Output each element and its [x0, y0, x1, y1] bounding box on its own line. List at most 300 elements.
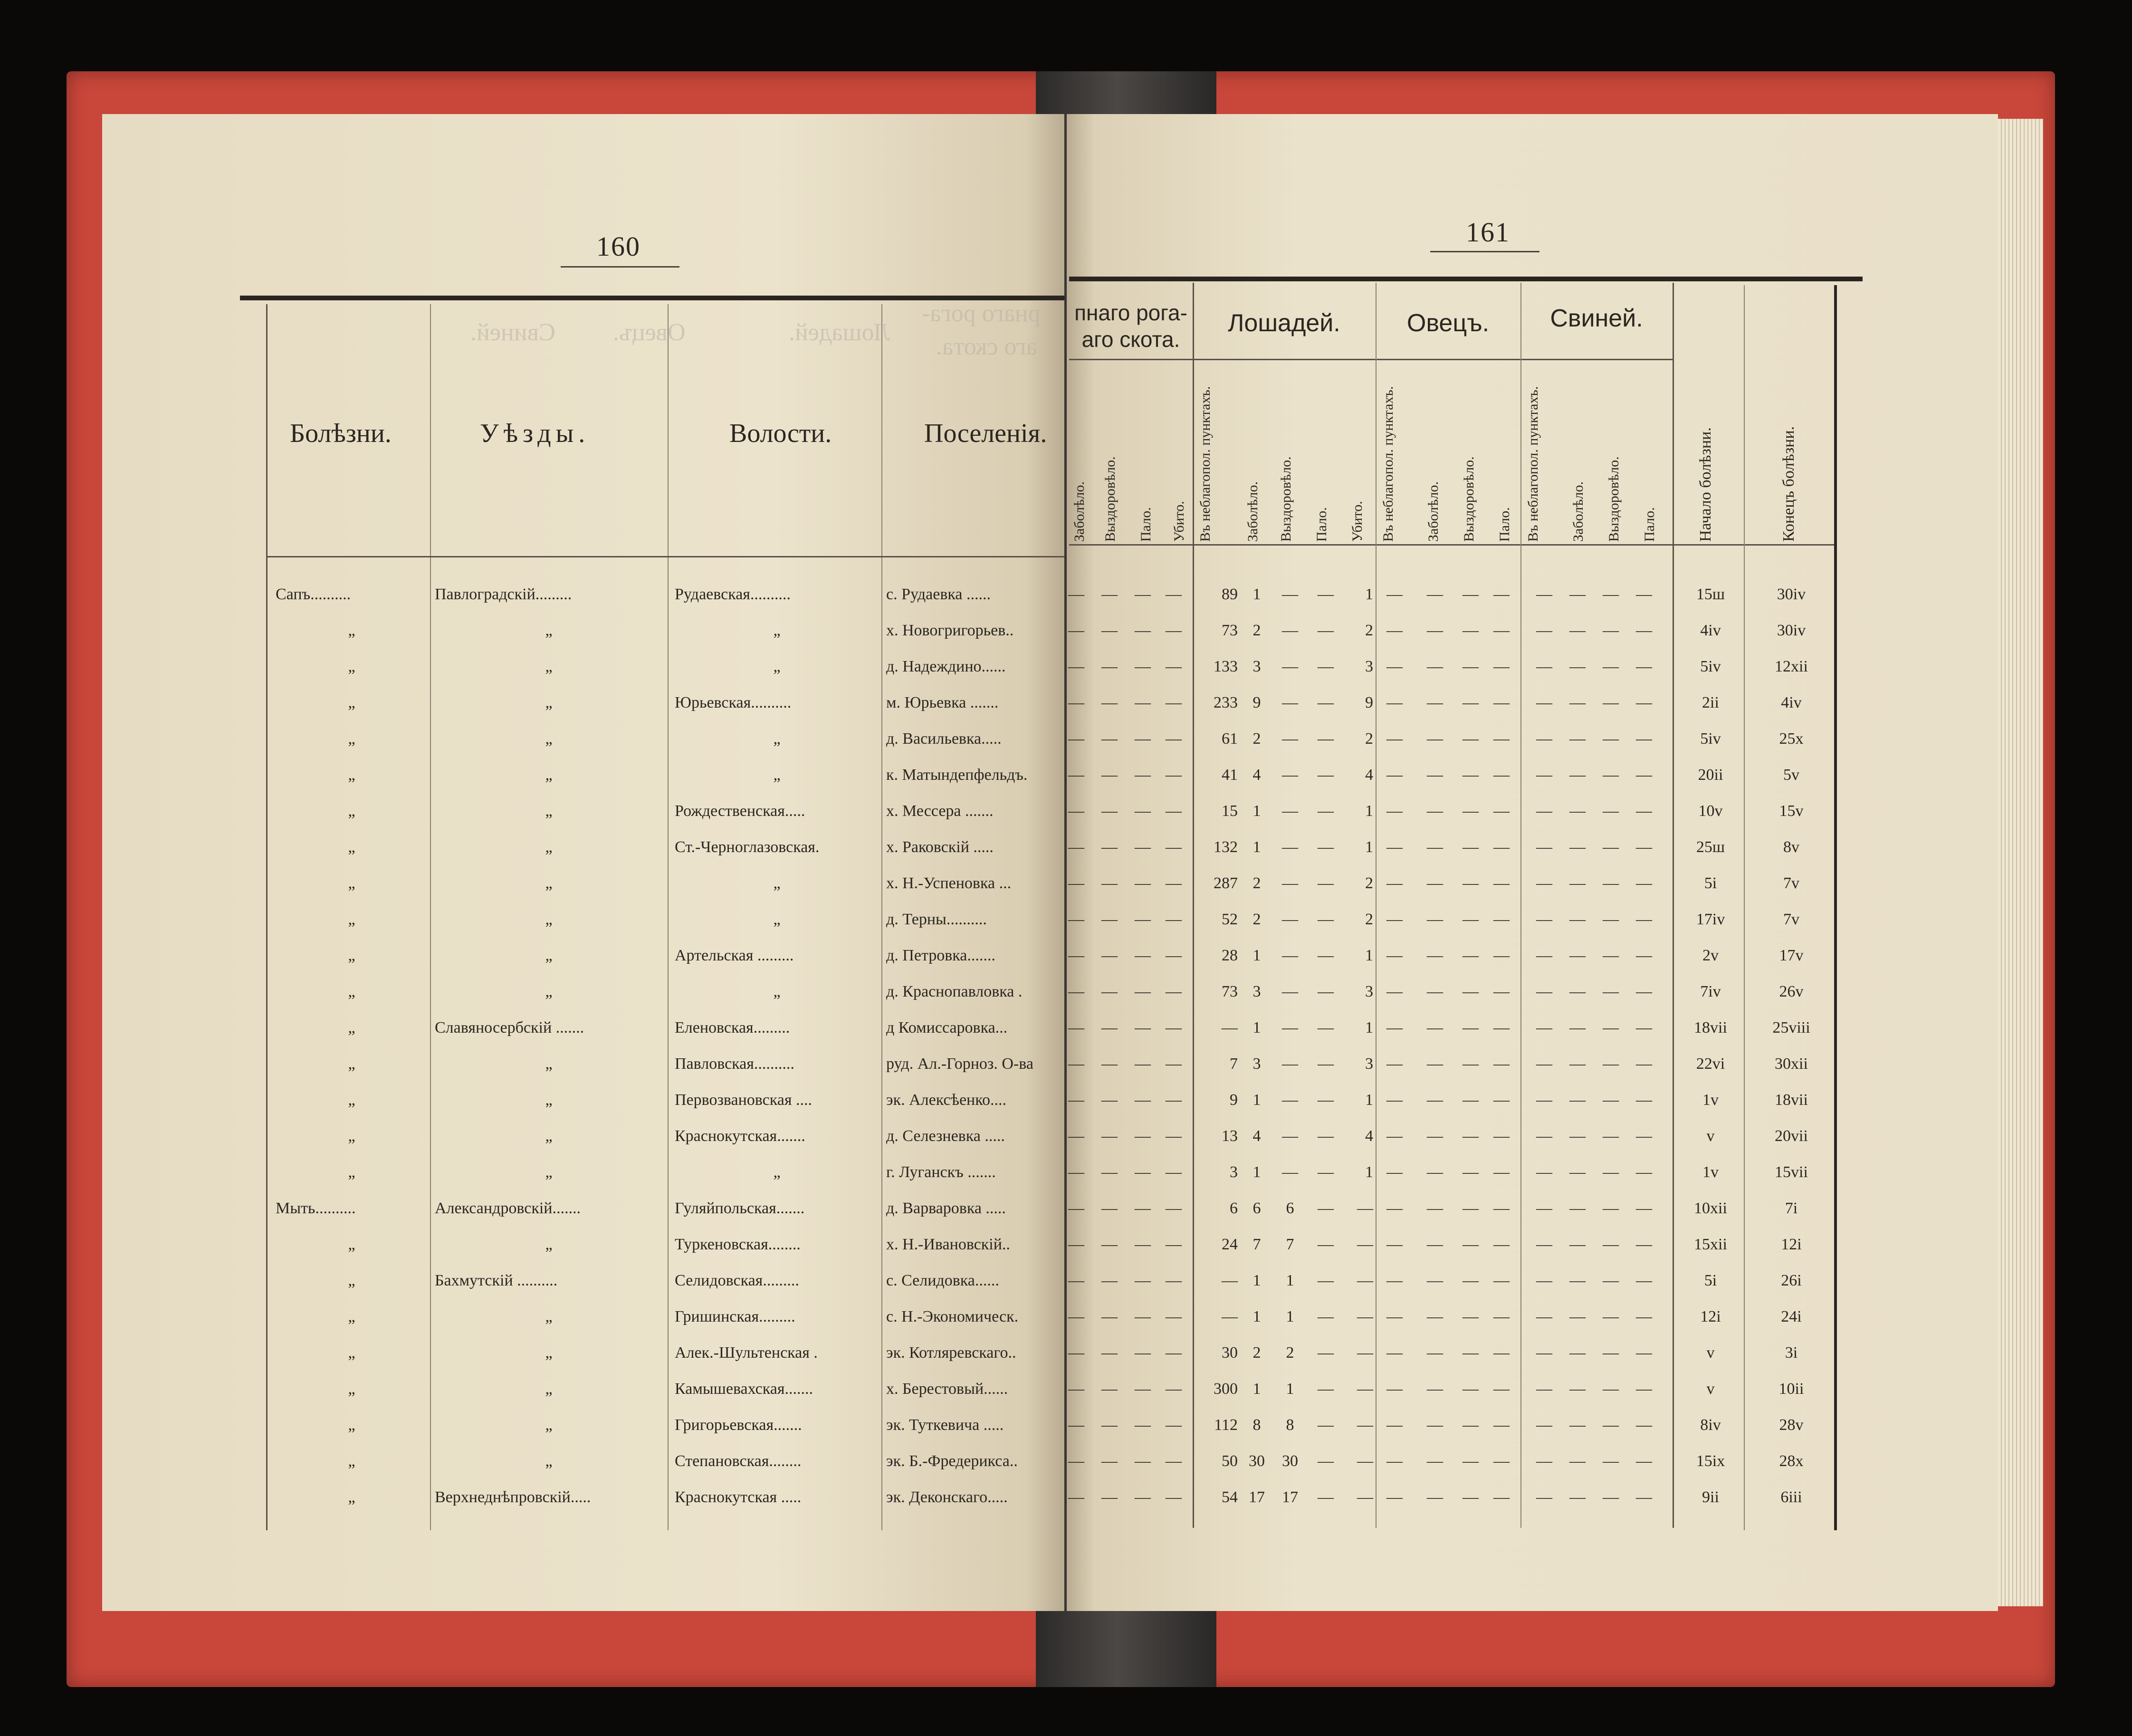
cell-horses-in-points: 41 — [1222, 766, 1238, 784]
cell-horses-died: — — [1318, 1163, 1334, 1181]
cell-pigs-1: — — [1536, 658, 1552, 675]
cell-cattle-3: — — [1135, 766, 1151, 784]
cell-sheep-1: — — [1386, 1272, 1403, 1289]
cell-cattle-2: — — [1101, 1452, 1118, 1470]
cell-horses-in-points: 9 — [1230, 1091, 1238, 1109]
cell-cattle-4: — — [1166, 838, 1182, 856]
cell-disease: „ — [348, 1452, 355, 1470]
cell-horses-died: — — [1318, 1416, 1334, 1434]
cell-start: 12i — [1700, 1308, 1721, 1325]
cell-pigs-2: — — [1569, 1308, 1586, 1325]
cell-pigs-3: — — [1603, 1344, 1619, 1362]
col-sheep-in-points: Въ неблагопол. пунктахъ. — [1380, 386, 1396, 542]
col-divider-volost — [668, 304, 669, 1530]
cell-settlement: д Комиссаровка... — [886, 1019, 1008, 1036]
cell-end: 3i — [1785, 1344, 1798, 1362]
cell-disease: „ — [348, 658, 355, 675]
cell-pigs-2: — — [1569, 585, 1586, 603]
cell-horses-sick: 6 — [1252, 1199, 1261, 1217]
cell-horses-died: — — [1318, 947, 1334, 964]
col-end-of-disease: Конецъ болѣзни. — [1780, 426, 1797, 542]
cell-end: 30iv — [1777, 585, 1806, 603]
cell-cattle-4: — — [1166, 1344, 1182, 1362]
cell-horses-recovered: 1 — [1286, 1308, 1294, 1325]
cell-sheep-3: — — [1463, 766, 1479, 784]
cell-sheep-1: — — [1386, 947, 1403, 964]
cell-cattle-4: — — [1166, 1272, 1182, 1289]
cell-horses-in-points: 300 — [1214, 1380, 1238, 1398]
cell-horses-in-points: 13 — [1222, 1127, 1238, 1145]
cell-horses-killed: 2 — [1365, 622, 1373, 639]
cell-sheep-4: — — [1493, 730, 1510, 748]
cell-settlement: д. Васильевка..... — [886, 730, 1002, 748]
cell-disease: „ — [348, 1019, 355, 1036]
cell-sheep-2: — — [1427, 1127, 1443, 1145]
cell-sheep-2: — — [1427, 1199, 1443, 1217]
cell-cattle-2: — — [1101, 838, 1118, 856]
cell-sheep-1: — — [1386, 911, 1403, 928]
cell-horses-recovered: 17 — [1282, 1488, 1298, 1506]
cell-horses-recovered: — — [1282, 874, 1298, 892]
cell-horses-in-points: 30 — [1222, 1344, 1238, 1362]
cell-sheep-3: — — [1463, 1127, 1479, 1145]
cell-uezd: „ — [545, 1380, 553, 1398]
cell-settlement: м. Юрьевка ....... — [886, 694, 999, 711]
cell-horses-in-points: 233 — [1214, 694, 1238, 711]
cell-pigs-3: — — [1603, 1488, 1619, 1506]
cell-pigs-2: — — [1569, 911, 1586, 928]
cell-horses-recovered: 30 — [1282, 1452, 1298, 1470]
cell-volost: Туркеновская........ — [675, 1236, 801, 1253]
cell-sheep-4: — — [1493, 1416, 1510, 1434]
cell-disease: „ — [348, 1488, 355, 1506]
cell-cattle-4: — — [1166, 1416, 1182, 1434]
cell-horses-died: — — [1318, 1019, 1334, 1036]
cell-pigs-4: — — [1636, 1199, 1652, 1217]
cell-pigs-4: — — [1636, 1163, 1652, 1181]
cell-pigs-4: — — [1636, 694, 1652, 711]
cell-uezd: Славяносербскій ....... — [435, 1019, 584, 1036]
cell-pigs-1: — — [1536, 802, 1552, 820]
cell-volost: Гуляйпольская....... — [675, 1199, 805, 1217]
col-sheep-recovered: Выздоровѣло. — [1461, 456, 1477, 542]
cell-horses-sick: 1 — [1252, 1091, 1261, 1109]
cell-settlement: эк. Туткевича ..... — [886, 1416, 1004, 1434]
cell-horses-in-points: 54 — [1222, 1488, 1238, 1506]
cell-settlement: с. Н.-Экономическ. — [886, 1308, 1019, 1325]
cell-sheep-3: — — [1463, 947, 1479, 964]
cell-horses-recovered: — — [1282, 1127, 1298, 1145]
left-table-border — [266, 304, 268, 1530]
cell-pigs-1: — — [1536, 730, 1552, 748]
cell-sheep-1: — — [1386, 766, 1403, 784]
cell-horses-died: — — [1318, 622, 1334, 639]
cell-sheep-1: — — [1386, 694, 1403, 711]
cell-horses-died: — — [1318, 585, 1334, 603]
cell-sheep-3: — — [1463, 1344, 1479, 1362]
cell-start: 2ii — [1702, 694, 1719, 711]
cell-sheep-2: — — [1427, 1380, 1443, 1398]
cell-pigs-3: — — [1603, 838, 1619, 856]
cell-horses-killed: 1 — [1365, 947, 1373, 964]
cell-start: 8iv — [1700, 1416, 1721, 1434]
cell-end: 25x — [1779, 730, 1804, 748]
cell-cattle-3: — — [1135, 694, 1151, 711]
cell-start: 20ii — [1698, 766, 1723, 784]
cell-horses-recovered: 6 — [1286, 1199, 1294, 1217]
cell-settlement: х. Н.-Успеновка ... — [886, 874, 1012, 892]
cell-horses-killed: 1 — [1365, 1163, 1373, 1181]
cell-horses-sick: 2 — [1252, 1344, 1261, 1362]
cell-pigs-4: — — [1636, 983, 1652, 1000]
cell-cattle-1: — — [1068, 1272, 1084, 1289]
cell-cattle-1: — — [1068, 1019, 1084, 1036]
right-header-rule — [1069, 544, 1834, 546]
ghost-text-cattle-1: рнаго рога- — [922, 300, 1041, 327]
cell-sheep-2: — — [1427, 1091, 1443, 1109]
cell-cattle-4: — — [1166, 983, 1182, 1000]
cell-cattle-2: — — [1101, 1055, 1118, 1073]
cell-cattle-3: — — [1135, 983, 1151, 1000]
cell-cattle-1: — — [1068, 1380, 1084, 1398]
cell-pigs-2: — — [1569, 1163, 1586, 1181]
cell-cattle-4: — — [1166, 1199, 1182, 1217]
cell-pigs-1: — — [1536, 1236, 1552, 1253]
cell-volost: „ — [773, 1163, 781, 1181]
cell-start: 15xii — [1694, 1236, 1727, 1253]
cell-settlement: д. Краснопавловка . — [886, 983, 1023, 1000]
cell-sheep-2: — — [1427, 874, 1443, 892]
cell-sheep-4: — — [1493, 1199, 1510, 1217]
col-pigs-in-points: Въ неблагопол. пунктахъ. — [1525, 386, 1541, 542]
cell-start: 1v — [1702, 1163, 1719, 1181]
right-col-divider-1 — [1193, 283, 1194, 1528]
cell-pigs-2: — — [1569, 1091, 1586, 1109]
cell-pigs-3: — — [1603, 585, 1619, 603]
cell-uezd: „ — [545, 1236, 553, 1253]
cell-pigs-3: — — [1603, 983, 1619, 1000]
cell-disease: Сапъ.......... — [276, 585, 351, 603]
cell-cattle-4: — — [1166, 766, 1182, 784]
cell-sheep-1: — — [1386, 622, 1403, 639]
cell-sheep-1: — — [1386, 1236, 1403, 1253]
cell-horses-in-points: 7 — [1230, 1055, 1238, 1073]
cell-pigs-1: — — [1536, 694, 1552, 711]
col-divider-uezd — [430, 304, 431, 1530]
cell-horses-sick: 1 — [1252, 1308, 1261, 1325]
cell-pigs-4: — — [1636, 1091, 1652, 1109]
cell-horses-died: — — [1318, 658, 1334, 675]
cell-volost: Рождественская..... — [675, 802, 805, 820]
cell-cattle-1: — — [1068, 1199, 1084, 1217]
cell-cattle-1: — — [1068, 874, 1084, 892]
cell-pigs-2: — — [1569, 1416, 1586, 1434]
cell-disease: „ — [348, 694, 355, 711]
cell-volost: „ — [773, 658, 781, 675]
cell-pigs-4: — — [1636, 766, 1652, 784]
cell-end: 7i — [1785, 1199, 1798, 1217]
cell-end: 24i — [1781, 1308, 1802, 1325]
cell-sheep-2: — — [1427, 766, 1443, 784]
cell-pigs-3: — — [1603, 1199, 1619, 1217]
cell-end: 7v — [1783, 874, 1799, 892]
cell-pigs-1: — — [1536, 1127, 1552, 1145]
cell-pigs-1: — — [1536, 1199, 1552, 1217]
cell-start: 2v — [1702, 947, 1719, 964]
cell-cattle-1: — — [1068, 947, 1084, 964]
cell-cattle-4: — — [1166, 730, 1182, 748]
cell-end: 30iv — [1777, 622, 1806, 639]
group-divider-sheep — [1376, 283, 1377, 1528]
cell-horses-recovered: — — [1282, 622, 1298, 639]
cell-cattle-3: — — [1135, 1236, 1151, 1253]
cell-uezd: „ — [545, 983, 553, 1000]
cell-sheep-4: — — [1493, 1091, 1510, 1109]
cell-cattle-3: — — [1135, 874, 1151, 892]
cell-uezd: Бахмутскій .......... — [435, 1272, 558, 1289]
cell-cattle-3: — — [1135, 802, 1151, 820]
cell-settlement: с. Рудаевка ...... — [886, 585, 991, 603]
cell-start: 7iv — [1700, 983, 1721, 1000]
cell-pigs-2: — — [1569, 802, 1586, 820]
cell-settlement: руд. Ал.-Горноз. О-ва — [886, 1055, 1033, 1073]
cell-cattle-3: — — [1135, 911, 1151, 928]
cell-cattle-2: — — [1101, 1127, 1118, 1145]
right-page-number: 161 — [1466, 217, 1510, 248]
col-cattle-killed: Убито. — [1171, 501, 1187, 542]
cell-sheep-3: — — [1463, 730, 1479, 748]
cell-pigs-4: — — [1636, 1019, 1652, 1036]
cell-pigs-1: — — [1536, 1272, 1552, 1289]
cell-volost: Краснокутская....... — [675, 1127, 805, 1145]
cell-cattle-1: — — [1068, 1344, 1084, 1362]
cell-start: 25ш — [1696, 838, 1725, 856]
cell-cattle-3: — — [1135, 947, 1151, 964]
cell-uezd: Верхнеднѣпровскій..... — [435, 1488, 591, 1506]
cell-start: 15ix — [1696, 1452, 1725, 1470]
cell-horses-recovered: — — [1282, 838, 1298, 856]
cell-pigs-3: — — [1603, 802, 1619, 820]
left-page-number-rule — [561, 266, 679, 268]
cell-horses-sick: 2 — [1252, 874, 1261, 892]
cell-sheep-2: — — [1427, 1055, 1443, 1073]
cell-cattle-1: — — [1068, 694, 1084, 711]
cell-pigs-4: — — [1636, 1127, 1652, 1145]
right-col-divider-2 — [1673, 283, 1674, 1528]
cell-start: 4iv — [1700, 622, 1721, 639]
cell-horses-in-points: — — [1222, 1272, 1238, 1289]
cell-disease: „ — [348, 1380, 355, 1398]
cell-cattle-1: — — [1068, 1236, 1084, 1253]
cell-uezd: „ — [545, 1091, 553, 1109]
cell-horses-in-points: 28 — [1222, 947, 1238, 964]
cell-sheep-2: — — [1427, 838, 1443, 856]
cell-sheep-2: — — [1427, 911, 1443, 928]
cell-cattle-4: — — [1166, 1380, 1182, 1398]
cell-cattle-2: — — [1101, 1416, 1118, 1434]
cell-cattle-2: — — [1101, 947, 1118, 964]
cell-horses-killed: 1 — [1365, 1091, 1373, 1109]
cell-pigs-2: — — [1569, 1019, 1586, 1036]
cell-sheep-1: — — [1386, 802, 1403, 820]
cell-cattle-2: — — [1101, 622, 1118, 639]
cell-pigs-4: — — [1636, 658, 1652, 675]
cell-disease: „ — [348, 622, 355, 639]
cell-sheep-4: — — [1493, 1055, 1510, 1073]
cell-cattle-1: — — [1068, 838, 1084, 856]
cell-start: 5i — [1704, 874, 1717, 892]
cell-start: 9ii — [1702, 1488, 1719, 1506]
cell-horses-sick: 30 — [1249, 1452, 1265, 1470]
cell-volost: Рудаевская.......... — [675, 585, 791, 603]
cell-pigs-4: — — [1636, 1416, 1652, 1434]
cell-horses-in-points: 287 — [1214, 874, 1238, 892]
cell-cattle-4: — — [1166, 911, 1182, 928]
group-cattle-line2: аго скота. — [1081, 327, 1180, 352]
cell-sheep-1: — — [1386, 585, 1403, 603]
cell-start: v — [1706, 1380, 1715, 1398]
cell-cattle-3: — — [1135, 1127, 1151, 1145]
cell-horses-recovered: — — [1282, 730, 1298, 748]
cell-horses-sick: 1 — [1252, 1380, 1261, 1398]
col-divider-settlement — [881, 304, 882, 1530]
cell-cattle-3: — — [1135, 1199, 1151, 1217]
cell-horses-killed: 1 — [1365, 1019, 1373, 1036]
cell-settlement: х. Берестовый...... — [886, 1380, 1008, 1398]
cell-horses-sick: 7 — [1252, 1236, 1261, 1253]
cell-uezd: „ — [545, 838, 553, 856]
cell-volost: „ — [773, 730, 781, 748]
cell-uezd: „ — [545, 658, 553, 675]
cell-cattle-2: — — [1101, 911, 1118, 928]
cell-pigs-1: — — [1536, 1344, 1552, 1362]
cell-sheep-1: — — [1386, 1019, 1403, 1036]
cell-pigs-3: — — [1603, 694, 1619, 711]
cell-cattle-1: — — [1068, 1091, 1084, 1109]
cell-disease: „ — [348, 730, 355, 748]
cell-horses-sick: 4 — [1252, 766, 1261, 784]
cell-sheep-4: — — [1493, 911, 1510, 928]
cell-pigs-4: — — [1636, 730, 1652, 748]
group-divider-pigs — [1520, 283, 1521, 1528]
cell-start: v — [1706, 1127, 1715, 1145]
left-header-rule — [266, 556, 1064, 557]
group-cattle-line1: пнаго рога- — [1074, 300, 1187, 325]
cell-settlement: д. Петровка....... — [886, 947, 995, 964]
cell-sheep-3: — — [1463, 1019, 1479, 1036]
cell-horses-sick: 1 — [1252, 947, 1261, 964]
cell-horses-sick: 2 — [1252, 730, 1261, 748]
cell-settlement: х. Н.-Ивановскій.. — [886, 1236, 1010, 1253]
header-uezd: Уѣзды. — [480, 419, 590, 448]
cell-sheep-3: — — [1463, 802, 1479, 820]
cell-sheep-2: — — [1427, 983, 1443, 1000]
cell-sheep-4: — — [1493, 874, 1510, 892]
cell-horses-killed: 1 — [1365, 802, 1373, 820]
cell-settlement: эк. Б.-Фредерикса.. — [886, 1452, 1018, 1470]
cell-sheep-2: — — [1427, 1308, 1443, 1325]
cell-start: 17iv — [1696, 911, 1725, 928]
cell-start: v — [1706, 1344, 1715, 1362]
cell-horses-recovered: — — [1282, 585, 1298, 603]
cell-sheep-3: — — [1463, 1380, 1479, 1398]
cell-horses-died: — — [1318, 766, 1334, 784]
cell-pigs-1: — — [1536, 1380, 1552, 1398]
cell-disease: „ — [348, 1091, 355, 1109]
cell-uezd: „ — [545, 730, 553, 748]
cell-pigs-3: — — [1603, 1236, 1619, 1253]
cell-cattle-1: — — [1068, 585, 1084, 603]
cell-volost: Селидовская......... — [675, 1272, 799, 1289]
cell-cattle-3: — — [1135, 622, 1151, 639]
cell-sheep-2: — — [1427, 585, 1443, 603]
cell-sheep-1: — — [1386, 1452, 1403, 1470]
cell-cattle-3: — — [1135, 1380, 1151, 1398]
cell-horses-sick: 2 — [1252, 622, 1261, 639]
col-horses-recovered: Выздоровѣло. — [1278, 456, 1294, 542]
cell-cattle-1: — — [1068, 1163, 1084, 1181]
cell-cattle-3: — — [1135, 1488, 1151, 1506]
cell-cattle-3: — — [1135, 1019, 1151, 1036]
cell-horses-in-points: 89 — [1222, 585, 1238, 603]
cell-sheep-2: — — [1427, 1163, 1443, 1181]
col-divider-end — [1744, 285, 1745, 1530]
cell-settlement: эк. Алексѣенко.... — [886, 1091, 1007, 1109]
cell-cattle-1: — — [1068, 1416, 1084, 1434]
cell-disease: „ — [348, 1272, 355, 1289]
cell-pigs-1: — — [1536, 622, 1552, 639]
cell-horses-killed: 1 — [1365, 585, 1373, 603]
cell-sheep-3: — — [1463, 1236, 1479, 1253]
cell-end: 15vii — [1775, 1163, 1808, 1181]
cell-sheep-3: — — [1463, 911, 1479, 928]
cell-volost: „ — [773, 983, 781, 1000]
cell-pigs-2: — — [1569, 874, 1586, 892]
cell-sheep-3: — — [1463, 838, 1479, 856]
cell-horses-killed: 2 — [1365, 911, 1373, 928]
cell-sheep-3: — — [1463, 1163, 1479, 1181]
cell-cattle-4: — — [1166, 1091, 1182, 1109]
cell-disease: „ — [348, 947, 355, 964]
cell-sheep-1: — — [1386, 1416, 1403, 1434]
cell-sheep-4: — — [1493, 1236, 1510, 1253]
cell-cattle-4: — — [1166, 1019, 1182, 1036]
cell-uezd: „ — [545, 1452, 553, 1470]
header-disease: Болѣзни. — [290, 419, 392, 448]
cell-pigs-2: — — [1569, 1380, 1586, 1398]
cell-disease: „ — [348, 874, 355, 892]
cell-horses-sick: 3 — [1252, 1055, 1261, 1073]
cell-horses-sick: 9 — [1252, 694, 1261, 711]
cell-horses-recovered: 1 — [1286, 1272, 1294, 1289]
cell-sheep-4: — — [1493, 1019, 1510, 1036]
cell-horses-killed: — — [1357, 1272, 1373, 1289]
cell-sheep-2: — — [1427, 947, 1443, 964]
cell-uezd: „ — [545, 911, 553, 928]
cell-sheep-4: — — [1493, 947, 1510, 964]
cell-settlement: эк. Котляревскаго.. — [886, 1344, 1016, 1362]
cell-volost: Степановская........ — [675, 1452, 802, 1470]
cell-pigs-2: — — [1569, 622, 1586, 639]
cell-horses-died: — — [1318, 838, 1334, 856]
cell-pigs-2: — — [1569, 1488, 1586, 1506]
cell-horses-sick: 3 — [1252, 658, 1261, 675]
cell-horses-sick: 2 — [1252, 911, 1261, 928]
cell-sheep-1: — — [1386, 1344, 1403, 1362]
cell-volost: „ — [773, 622, 781, 639]
cell-horses-recovered: — — [1282, 766, 1298, 784]
cell-volost: Камышевахская....... — [675, 1380, 813, 1398]
